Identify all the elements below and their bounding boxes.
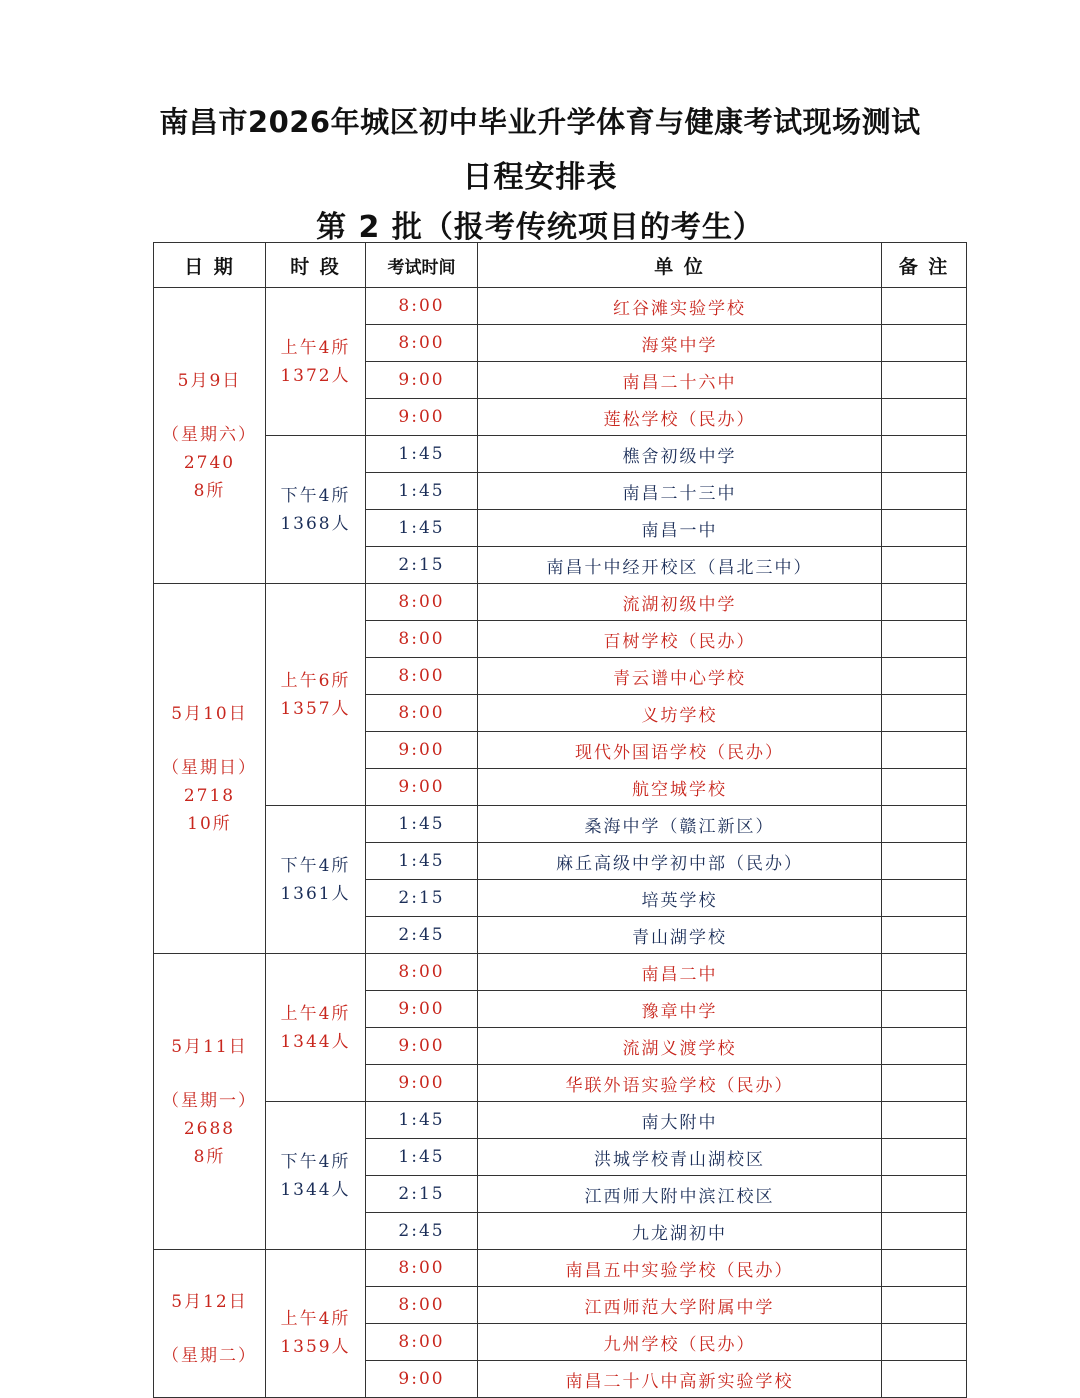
note-cell — [882, 658, 967, 695]
time-cell: 2:15 — [366, 880, 478, 917]
unit-cell: 桑海中学（赣江新区） — [478, 806, 882, 843]
note-cell — [882, 1250, 967, 1287]
time-cell: 8:00 — [366, 954, 478, 991]
unit-cell: 现代外国语学校（民办） — [478, 732, 882, 769]
unit-cell: 豫章中学 — [478, 991, 882, 1028]
time-cell: 9:00 — [366, 362, 478, 399]
note-cell — [882, 954, 967, 991]
day-total: 2688 — [183, 1118, 236, 1139]
time-cell: 9:00 — [366, 1028, 478, 1065]
day-school-count: 8所 — [193, 1146, 226, 1167]
unit-cell: 南昌二十八中高新实验学校 — [478, 1361, 882, 1398]
date-cell — [154, 584, 266, 954]
note-cell — [882, 1176, 967, 1213]
table-row — [154, 1102, 967, 1139]
unit-cell: 洪城学校青山湖校区 — [478, 1139, 882, 1176]
document-title: 南昌市2026年城区初中毕业升学体育与健康考试现场测试 — [159, 105, 921, 139]
time-cell: 8:00 — [366, 1287, 478, 1324]
note-cell — [882, 843, 967, 880]
session-count: 1372人 — [280, 365, 351, 386]
note-cell — [882, 547, 967, 584]
note-cell — [882, 991, 967, 1028]
note-cell — [882, 288, 967, 325]
unit-cell: 江西师范大学附属中学 — [478, 1287, 882, 1324]
time-cell: 9:00 — [366, 1065, 478, 1102]
unit-cell: 培英学校 — [478, 880, 882, 917]
batch-title: 第 2 批（报考传统项目的考生） — [316, 210, 764, 245]
time-cell: 9:00 — [366, 732, 478, 769]
time-cell: 8:00 — [366, 325, 478, 362]
time-cell: 1:45 — [366, 436, 478, 473]
time-cell: 2:15 — [366, 547, 478, 584]
unit-cell: 流湖义渡学校 — [478, 1028, 882, 1065]
session-count: 1368人 — [280, 513, 351, 534]
header-time: 考试时间 — [366, 243, 478, 288]
date-label: 5月12日 — [171, 1291, 248, 1312]
note-cell — [882, 1324, 967, 1361]
note-cell — [882, 584, 967, 621]
header-note: 备 注 — [882, 243, 967, 288]
unit-cell: 航空城学校 — [478, 769, 882, 806]
table-row — [154, 954, 967, 991]
note-cell — [882, 1139, 967, 1176]
session-cell — [266, 584, 366, 806]
time-cell: 8:00 — [366, 695, 478, 732]
document-subtitle: 日程安排表 — [462, 160, 618, 195]
date-cell — [154, 954, 266, 1250]
weekday-label: （星期二） — [162, 1345, 257, 1366]
note-cell — [882, 1213, 967, 1250]
note-cell — [882, 880, 967, 917]
note-cell — [882, 473, 967, 510]
session-count: 1344人 — [280, 1179, 351, 1200]
time-cell: 8:00 — [366, 658, 478, 695]
time-cell: 1:45 — [366, 1139, 478, 1176]
unit-cell: 海棠中学 — [478, 325, 882, 362]
session-label: 下午4所 — [280, 1151, 351, 1172]
schedule-body — [154, 288, 967, 1398]
note-cell — [882, 732, 967, 769]
time-cell: 9:00 — [366, 399, 478, 436]
unit-cell: 樵舍初级中学 — [478, 436, 882, 473]
table-row — [154, 584, 967, 621]
time-cell: 8:00 — [366, 1250, 478, 1287]
day-school-count: 10所 — [187, 813, 232, 834]
date-label: 5月11日 — [171, 1036, 248, 1057]
time-cell: 9:00 — [366, 1361, 478, 1398]
unit-cell: 南昌二十六中 — [478, 362, 882, 399]
session-cell — [266, 1102, 366, 1250]
day-total: 2740 — [183, 452, 236, 473]
date-cell — [154, 1250, 266, 1398]
session-cell — [266, 1250, 366, 1398]
time-cell: 2:15 — [366, 1176, 478, 1213]
time-cell: 1:45 — [366, 806, 478, 843]
table-row — [154, 806, 967, 843]
note-cell — [882, 917, 967, 954]
time-cell: 8:00 — [366, 1324, 478, 1361]
session-label: 上午4所 — [280, 337, 351, 358]
session-label: 上午4所 — [280, 1003, 351, 1024]
time-cell: 8:00 — [366, 584, 478, 621]
note-cell — [882, 769, 967, 806]
session-label: 上午6所 — [280, 670, 351, 691]
note-cell — [882, 436, 967, 473]
session-count: 1359人 — [280, 1336, 351, 1357]
unit-cell: 青云谱中心学校 — [478, 658, 882, 695]
unit-cell: 青山湖学校 — [478, 917, 882, 954]
weekday-label: （星期六） — [162, 424, 257, 445]
note-cell — [882, 1287, 967, 1324]
session-label: 下午4所 — [280, 855, 351, 876]
unit-cell: 南昌一中 — [478, 510, 882, 547]
schedule-table — [153, 242, 967, 1398]
note-cell — [882, 325, 967, 362]
date-label: 5月9日 — [177, 370, 242, 391]
day-school-count: 8所 — [193, 480, 226, 501]
session-count: 1344人 — [280, 1031, 351, 1052]
time-cell: 8:00 — [366, 288, 478, 325]
note-cell — [882, 1361, 967, 1398]
session-cell — [266, 288, 366, 436]
session-cell — [266, 806, 366, 954]
time-cell: 2:45 — [366, 917, 478, 954]
header-row — [154, 243, 967, 288]
note-cell — [882, 1028, 967, 1065]
unit-cell: 九龙湖初中 — [478, 1213, 882, 1250]
note-cell — [882, 1065, 967, 1102]
unit-cell: 南昌十中经开校区（昌北三中） — [478, 547, 882, 584]
session-cell — [266, 954, 366, 1102]
day-total: 2718 — [183, 785, 236, 806]
time-cell: 1:45 — [366, 1102, 478, 1139]
unit-cell: 红谷滩实验学校 — [478, 288, 882, 325]
time-cell: 9:00 — [366, 991, 478, 1028]
time-cell: 8:00 — [366, 621, 478, 658]
table-row — [154, 1250, 967, 1287]
unit-cell: 莲松学校（民办） — [478, 399, 882, 436]
weekday-label: （星期一） — [162, 1090, 257, 1111]
note-cell — [882, 510, 967, 547]
session-cell — [266, 436, 366, 584]
unit-cell: 麻丘高级中学初中部（民办） — [478, 843, 882, 880]
time-cell: 1:45 — [366, 843, 478, 880]
unit-cell: 南大附中 — [478, 1102, 882, 1139]
note-cell — [882, 621, 967, 658]
time-cell: 1:45 — [366, 510, 478, 547]
unit-cell: 南昌二中 — [478, 954, 882, 991]
note-cell — [882, 399, 967, 436]
unit-cell: 百树学校（民办） — [478, 621, 882, 658]
unit-cell: 九州学校（民办） — [478, 1324, 882, 1361]
table-row — [154, 288, 967, 325]
note-cell — [882, 695, 967, 732]
unit-cell: 江西师大附中滨江校区 — [478, 1176, 882, 1213]
note-cell — [882, 1102, 967, 1139]
unit-cell: 义坊学校 — [478, 695, 882, 732]
date-cell — [154, 288, 266, 584]
time-cell: 2:45 — [366, 1213, 478, 1250]
time-cell: 9:00 — [366, 769, 478, 806]
table-row — [154, 436, 967, 473]
session-count: 1361人 — [280, 883, 351, 904]
unit-cell: 南昌五中实验学校（民办） — [478, 1250, 882, 1287]
date-label: 5月10日 — [171, 703, 248, 724]
header-date: 日 期 — [154, 243, 266, 288]
unit-cell: 南昌二十三中 — [478, 473, 882, 510]
session-label: 下午4所 — [280, 485, 351, 506]
unit-cell: 流湖初级中学 — [478, 584, 882, 621]
header-unit: 单 位 — [478, 243, 882, 288]
time-cell: 1:45 — [366, 473, 478, 510]
note-cell — [882, 362, 967, 399]
session-count: 1357人 — [280, 698, 351, 719]
weekday-label: （星期日） — [162, 757, 257, 778]
header-session: 时 段 — [266, 243, 366, 288]
note-cell — [882, 806, 967, 843]
unit-cell: 华联外语实验学校（民办） — [478, 1065, 882, 1102]
session-label: 上午4所 — [280, 1308, 351, 1329]
